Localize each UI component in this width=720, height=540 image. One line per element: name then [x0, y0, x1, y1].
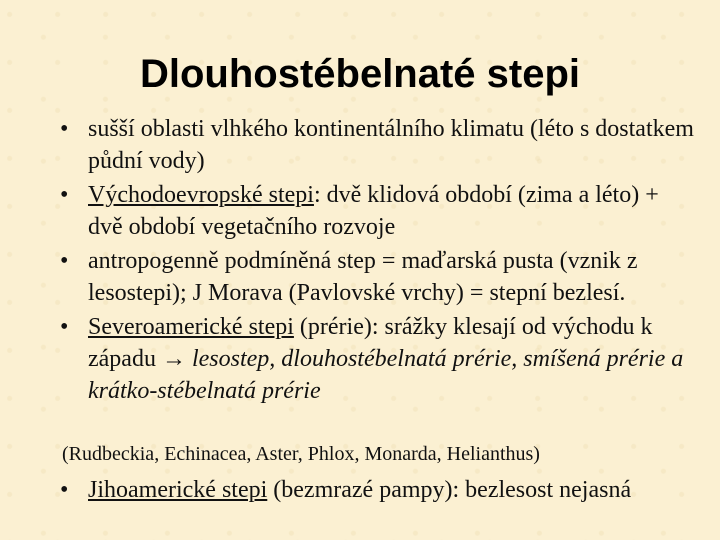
link-east-european-steppes[interactable]: Východoevropské stepi — [88, 182, 314, 208]
bullet-list — [56, 113, 696, 409]
bullet-list-2 — [56, 474, 696, 506]
plant-genera-list: (Rudbeckia, Echinacea, Aster, Phlox, Monarda, Helianthus) — [62, 443, 540, 465]
bullet-text-2: : dvě klidová období (zima a léto) + dvě období vegetačního rozvoje — [88, 182, 659, 240]
page-title: Dlouhostébelnaté stepi — [139, 52, 581, 96]
bullet-item-2 — [56, 179, 696, 243]
bullet-item-4 — [56, 311, 696, 407]
bullet-text-4: (prérie): srážky klesají od východu k západu → — [88, 314, 653, 372]
bullet-text-1: sušší oblasti vlhkého kontinentálního klimatu (léto s dostatkem půdní vody) — [88, 116, 694, 174]
bullet-text-3: antropogenně podmíněná step = maďarská pusta (vznik z lesostepi); J Morava (Pavlovské vrchy) = stepní bezlesí. — [88, 248, 638, 306]
bullet-text-4-italic: lesostep, dlouhostébelnatá prérie, smíšená prérie a krátko-stébelnatá prérie — [88, 346, 684, 404]
bullet-item-5 — [56, 474, 696, 506]
link-south-american-steppes[interactable]: Jihoamerické stepi — [88, 477, 268, 503]
bullet-text-5: (bezmrazé pampy): bezlesost nejasná — [267, 477, 632, 503]
link-north-american-steppes[interactable]: Severoamerické stepi — [88, 314, 294, 340]
bullet-item-1 — [56, 113, 696, 177]
bullet-item-3 — [56, 245, 696, 309]
